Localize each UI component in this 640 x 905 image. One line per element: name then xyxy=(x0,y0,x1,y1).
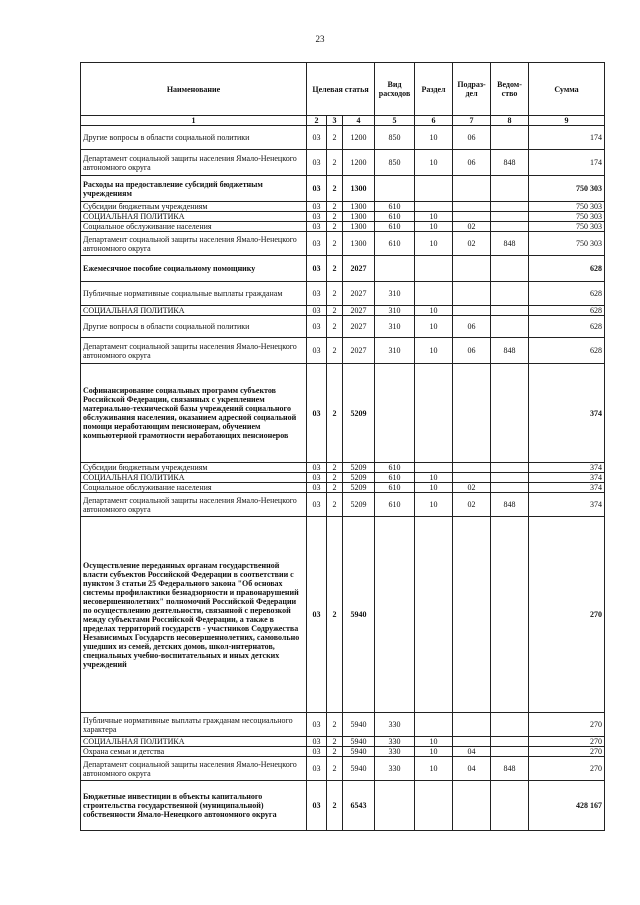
row-name: СОЦИАЛЬНАЯ ПОЛИТИКА xyxy=(81,212,307,222)
target-article-part3: 6543 xyxy=(343,781,375,831)
target-article-part1: 03 xyxy=(307,757,327,781)
expense-type-cell xyxy=(375,256,415,282)
subsection-cell: 02 xyxy=(453,493,491,517)
target-article-part3: 5209 xyxy=(343,364,375,463)
header-name: Наименование xyxy=(81,63,307,116)
target-article-part3: 2027 xyxy=(343,256,375,282)
subsection-cell xyxy=(453,364,491,463)
table-row xyxy=(81,176,605,202)
column-index: 4 xyxy=(343,116,375,126)
target-article-part1: 03 xyxy=(307,282,327,306)
target-article-part3: 1300 xyxy=(343,176,375,202)
column-index: 3 xyxy=(327,116,343,126)
sum-cell: 628 xyxy=(529,316,605,338)
table-row xyxy=(81,126,605,150)
column-index: 1 xyxy=(81,116,307,126)
section-cell: 10 xyxy=(415,493,453,517)
target-article-part2: 2 xyxy=(327,781,343,831)
target-article-part3: 2027 xyxy=(343,282,375,306)
department-cell xyxy=(491,126,529,150)
section-cell: 10 xyxy=(415,483,453,493)
row-name: Расходы на предоставление субсидий бюджетным учреждениям xyxy=(81,176,307,202)
subsection-cell xyxy=(453,737,491,747)
section-cell: 10 xyxy=(415,232,453,256)
expense-type-cell: 610 xyxy=(375,232,415,256)
target-article-part3: 5940 xyxy=(343,517,375,713)
sum-cell: 628 xyxy=(529,282,605,306)
expense-type-cell: 850 xyxy=(375,126,415,150)
table-row xyxy=(81,212,605,222)
target-article-part2: 2 xyxy=(327,256,343,282)
department-cell xyxy=(491,473,529,483)
sum-cell: 270 xyxy=(529,713,605,737)
subsection-cell xyxy=(453,282,491,306)
department-cell: 848 xyxy=(491,757,529,781)
target-article-part3: 1300 xyxy=(343,202,375,212)
department-cell xyxy=(491,282,529,306)
department-cell xyxy=(491,256,529,282)
target-article-part3: 1200 xyxy=(343,126,375,150)
header-row xyxy=(81,63,605,116)
table-row xyxy=(81,473,605,483)
sum-cell: 270 xyxy=(529,747,605,757)
section-cell xyxy=(415,781,453,831)
table-row xyxy=(81,483,605,493)
target-article-part2: 2 xyxy=(327,364,343,463)
subsection-cell: 06 xyxy=(453,316,491,338)
row-name: Социальное обслуживание населения xyxy=(81,222,307,232)
subsection-cell xyxy=(453,306,491,316)
department-cell xyxy=(491,737,529,747)
table-row xyxy=(81,781,605,831)
header-target-article: Целевая статья xyxy=(307,63,375,116)
row-name: Субсидии бюджетным учреждениям xyxy=(81,202,307,212)
row-name: Департамент социальной защиты населения Ямало-Ненецкого автономного округа xyxy=(81,338,307,364)
target-article-part2: 2 xyxy=(327,212,343,222)
target-article-part2: 2 xyxy=(327,202,343,212)
target-article-part3: 5209 xyxy=(343,463,375,473)
sum-cell: 374 xyxy=(529,473,605,483)
target-article-part3: 2027 xyxy=(343,316,375,338)
section-cell xyxy=(415,202,453,212)
row-name: Департамент социальной защиты населения Ямало-Ненецкого автономного округа xyxy=(81,493,307,517)
table-row xyxy=(81,232,605,256)
department-cell xyxy=(491,713,529,737)
table-row xyxy=(81,316,605,338)
subsection-cell xyxy=(453,256,491,282)
department-cell xyxy=(491,176,529,202)
target-article-part3: 1300 xyxy=(343,222,375,232)
row-name: СОЦИАЛЬНАЯ ПОЛИТИКА xyxy=(81,473,307,483)
column-index: 7 xyxy=(453,116,491,126)
row-name: Другие вопросы в области социальной политики xyxy=(81,126,307,150)
subsection-cell xyxy=(453,473,491,483)
target-article-part3: 5940 xyxy=(343,757,375,781)
subsection-cell: 06 xyxy=(453,338,491,364)
target-article-part2: 2 xyxy=(327,483,343,493)
expense-type-cell: 610 xyxy=(375,473,415,483)
expense-type-cell: 850 xyxy=(375,150,415,176)
target-article-part3: 2027 xyxy=(343,338,375,364)
target-article-part1: 03 xyxy=(307,483,327,493)
target-article-part2: 2 xyxy=(327,713,343,737)
table-row xyxy=(81,222,605,232)
table-row xyxy=(81,282,605,306)
section-cell: 10 xyxy=(415,338,453,364)
section-cell: 10 xyxy=(415,473,453,483)
row-name: Охрана семьи и детства xyxy=(81,747,307,757)
target-article-part2: 2 xyxy=(327,316,343,338)
header-sum: Сумма xyxy=(529,63,605,116)
target-article-part1: 03 xyxy=(307,463,327,473)
target-article-part3: 5209 xyxy=(343,473,375,483)
row-name: Осуществление переданных органам государственной власти субъектов Российской Федерации в соответствии с пунктом 3 статьи 25 Федерального закона "Об основах системы профилактики безнадзорности и правонарушений несовершеннолетних" полномочий Российской Федерации по осуществлению деятельности, связанной с перевозкой между субъектами Российской Федерации, а также в пределах территорий государств - участников Содружества Независимых Государств несовершеннолетних, самовольно ушедших из семей, детских домов, школ-интернатов, специальных учебно-воспитательных и иных детских учреждений xyxy=(81,517,307,713)
subsection-cell: 06 xyxy=(453,150,491,176)
target-article-part2: 2 xyxy=(327,282,343,306)
column-index-row xyxy=(81,116,605,126)
section-cell: 10 xyxy=(415,222,453,232)
target-article-part2: 2 xyxy=(327,757,343,781)
row-name: Субсидии бюджетным учреждениям xyxy=(81,463,307,473)
expense-type-cell: 330 xyxy=(375,713,415,737)
department-cell xyxy=(491,517,529,713)
table-row xyxy=(81,493,605,517)
budget-table xyxy=(80,62,605,831)
target-article-part2: 2 xyxy=(327,222,343,232)
sum-cell: 628 xyxy=(529,306,605,316)
target-article-part2: 2 xyxy=(327,338,343,364)
row-name: Другие вопросы в области социальной политики xyxy=(81,316,307,338)
target-article-part1: 03 xyxy=(307,316,327,338)
subsection-cell xyxy=(453,517,491,713)
section-cell xyxy=(415,176,453,202)
department-cell: 848 xyxy=(491,493,529,517)
section-cell: 10 xyxy=(415,306,453,316)
target-article-part2: 2 xyxy=(327,126,343,150)
table-row xyxy=(81,737,605,747)
target-article-part2: 2 xyxy=(327,517,343,713)
header-department: Ведом-ство xyxy=(491,63,529,116)
row-name: Публичные нормативные выплаты гражданам несоциального характера xyxy=(81,713,307,737)
sum-cell: 374 xyxy=(529,483,605,493)
expense-type-cell xyxy=(375,781,415,831)
expense-type-cell: 610 xyxy=(375,463,415,473)
page-number: 23 xyxy=(315,34,325,44)
column-index: 9 xyxy=(529,116,605,126)
sum-cell: 270 xyxy=(529,757,605,781)
target-article-part1: 03 xyxy=(307,306,327,316)
subsection-cell: 06 xyxy=(453,126,491,150)
table-row xyxy=(81,463,605,473)
column-index: 8 xyxy=(491,116,529,126)
table-row xyxy=(81,338,605,364)
expense-type-cell: 610 xyxy=(375,222,415,232)
target-article-part1: 03 xyxy=(307,364,327,463)
row-name: Департамент социальной защиты населения Ямало-Ненецкого автономного округа xyxy=(81,150,307,176)
target-article-part2: 2 xyxy=(327,463,343,473)
row-name: Ежемесячное пособие социальному помощнику xyxy=(81,256,307,282)
expense-type-cell: 330 xyxy=(375,737,415,747)
section-cell xyxy=(415,463,453,473)
department-cell: 848 xyxy=(491,338,529,364)
target-article-part1: 03 xyxy=(307,781,327,831)
department-cell xyxy=(491,483,529,493)
target-article-part2: 2 xyxy=(327,747,343,757)
target-article-part1: 03 xyxy=(307,493,327,517)
target-article-part3: 5940 xyxy=(343,737,375,747)
target-article-part3: 2027 xyxy=(343,306,375,316)
table-row xyxy=(81,747,605,757)
department-cell xyxy=(491,316,529,338)
header-subsection: Подраз-дел xyxy=(453,63,491,116)
target-article-part1: 03 xyxy=(307,713,327,737)
row-name: Департамент социальной защиты населения Ямало-Ненецкого автономного округа xyxy=(81,232,307,256)
department-cell: 848 xyxy=(491,232,529,256)
sum-cell: 628 xyxy=(529,338,605,364)
table-body xyxy=(81,126,605,831)
department-cell xyxy=(491,364,529,463)
target-article-part3: 5940 xyxy=(343,747,375,757)
section-cell: 10 xyxy=(415,150,453,176)
target-article-part3: 5940 xyxy=(343,713,375,737)
department-cell xyxy=(491,212,529,222)
table-row xyxy=(81,306,605,316)
sum-cell: 374 xyxy=(529,463,605,473)
expense-type-cell: 330 xyxy=(375,747,415,757)
expense-type-cell: 610 xyxy=(375,493,415,517)
column-index: 6 xyxy=(415,116,453,126)
section-cell: 10 xyxy=(415,126,453,150)
section-cell: 10 xyxy=(415,737,453,747)
sum-cell: 374 xyxy=(529,493,605,517)
target-article-part1: 03 xyxy=(307,747,327,757)
department-cell xyxy=(491,747,529,757)
expense-type-cell: 610 xyxy=(375,202,415,212)
department-cell xyxy=(491,306,529,316)
section-cell xyxy=(415,256,453,282)
target-article-part1: 03 xyxy=(307,222,327,232)
department-cell xyxy=(491,202,529,212)
target-article-part2: 2 xyxy=(327,493,343,517)
target-article-part1: 03 xyxy=(307,256,327,282)
target-article-part1: 03 xyxy=(307,517,327,713)
row-name: Социальное обслуживание населения xyxy=(81,483,307,493)
subsection-cell: 04 xyxy=(453,757,491,781)
expense-type-cell: 610 xyxy=(375,483,415,493)
column-index: 2 xyxy=(307,116,327,126)
target-article-part2: 2 xyxy=(327,232,343,256)
row-name: Бюджетные инвестиции в объекты капитального строительства государственной (муниципальной) собственности Ямало-Ненецкого автономного округа xyxy=(81,781,307,831)
target-article-part1: 03 xyxy=(307,202,327,212)
column-index: 5 xyxy=(375,116,415,126)
section-cell: 10 xyxy=(415,757,453,781)
target-article-part1: 03 xyxy=(307,338,327,364)
row-name: Публичные нормативные социальные выплаты гражданам xyxy=(81,282,307,306)
target-article-part1: 03 xyxy=(307,126,327,150)
header-section: Раздел xyxy=(415,63,453,116)
sum-cell: 174 xyxy=(529,126,605,150)
target-article-part3: 1300 xyxy=(343,232,375,256)
target-article-part3: 5209 xyxy=(343,483,375,493)
expense-type-cell xyxy=(375,517,415,713)
target-article-part1: 03 xyxy=(307,212,327,222)
header-expense-type: Вид расходов xyxy=(375,63,415,116)
expense-type-cell: 330 xyxy=(375,757,415,781)
sum-cell: 428 167 xyxy=(529,781,605,831)
row-name: Департамент социальной защиты населения Ямало-Ненецкого автономного округа xyxy=(81,757,307,781)
sum-cell: 750 303 xyxy=(529,176,605,202)
subsection-cell xyxy=(453,713,491,737)
subsection-cell xyxy=(453,202,491,212)
subsection-cell xyxy=(453,463,491,473)
department-cell xyxy=(491,781,529,831)
target-article-part1: 03 xyxy=(307,176,327,202)
sum-cell: 374 xyxy=(529,364,605,463)
subsection-cell: 02 xyxy=(453,483,491,493)
target-article-part1: 03 xyxy=(307,150,327,176)
expense-type-cell xyxy=(375,364,415,463)
table-row xyxy=(81,757,605,781)
section-cell: 10 xyxy=(415,316,453,338)
subsection-cell xyxy=(453,781,491,831)
section-cell: 10 xyxy=(415,212,453,222)
subsection-cell: 02 xyxy=(453,222,491,232)
sum-cell: 628 xyxy=(529,256,605,282)
section-cell xyxy=(415,364,453,463)
expense-type-cell: 310 xyxy=(375,306,415,316)
target-article-part1: 03 xyxy=(307,737,327,747)
sum-cell: 750 303 xyxy=(529,222,605,232)
target-article-part1: 03 xyxy=(307,473,327,483)
section-cell xyxy=(415,282,453,306)
sum-cell: 270 xyxy=(529,517,605,713)
expense-type-cell: 610 xyxy=(375,212,415,222)
sum-cell: 270 xyxy=(529,737,605,747)
sum-cell: 174 xyxy=(529,150,605,176)
table-row xyxy=(81,256,605,282)
subsection-cell: 04 xyxy=(453,747,491,757)
expense-type-cell xyxy=(375,176,415,202)
row-name: СОЦИАЛЬНАЯ ПОЛИТИКА xyxy=(81,306,307,316)
section-cell xyxy=(415,517,453,713)
target-article-part2: 2 xyxy=(327,737,343,747)
section-cell xyxy=(415,713,453,737)
target-article-part3: 1300 xyxy=(343,212,375,222)
table-row xyxy=(81,517,605,713)
row-name: СОЦИАЛЬНАЯ ПОЛИТИКА xyxy=(81,737,307,747)
target-article-part2: 2 xyxy=(327,306,343,316)
expense-type-cell: 310 xyxy=(375,282,415,306)
row-name: Софинансирование социальных программ субъектов Российской Федерации, связанных с укреплением материально-технической базы учреждений социального обслуживания населения, оказанием адресной социальной помощи неработающим пенсионерам, обучением компьютерной грамотности неработающих пенсионеров xyxy=(81,364,307,463)
department-cell: 848 xyxy=(491,150,529,176)
subsection-cell xyxy=(453,212,491,222)
expense-type-cell: 310 xyxy=(375,338,415,364)
sum-cell: 750 303 xyxy=(529,212,605,222)
department-cell xyxy=(491,463,529,473)
target-article-part3: 5209 xyxy=(343,493,375,517)
table-row xyxy=(81,202,605,212)
subsection-cell: 02 xyxy=(453,232,491,256)
target-article-part2: 2 xyxy=(327,150,343,176)
target-article-part1: 03 xyxy=(307,232,327,256)
table-row xyxy=(81,713,605,737)
target-article-part3: 1200 xyxy=(343,150,375,176)
expense-type-cell: 310 xyxy=(375,316,415,338)
subsection-cell xyxy=(453,176,491,202)
table-row xyxy=(81,150,605,176)
target-article-part2: 2 xyxy=(327,176,343,202)
target-article-part2: 2 xyxy=(327,473,343,483)
table-row xyxy=(81,364,605,463)
sum-cell: 750 303 xyxy=(529,202,605,212)
department-cell xyxy=(491,222,529,232)
section-cell: 10 xyxy=(415,747,453,757)
sum-cell: 750 303 xyxy=(529,232,605,256)
